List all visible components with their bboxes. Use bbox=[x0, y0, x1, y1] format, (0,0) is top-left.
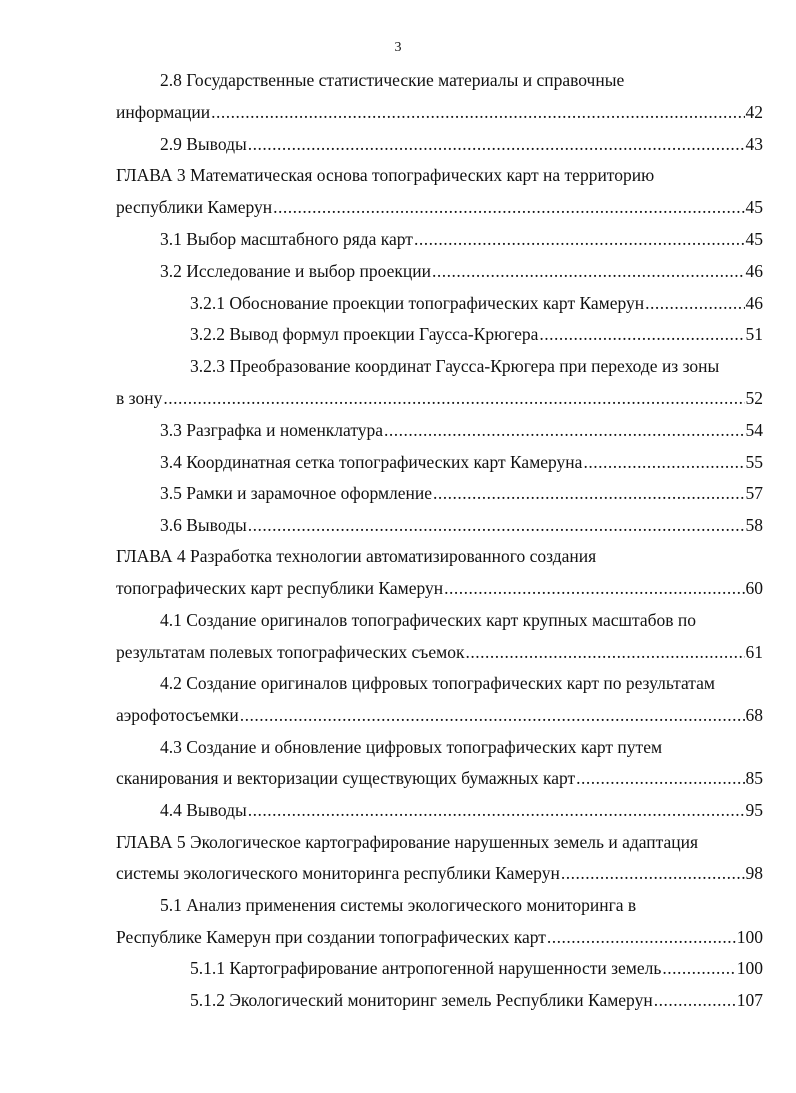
toc-entry-3-3[interactable] bbox=[160, 419, 763, 441]
toc-page-number: 46 bbox=[745, 261, 763, 281]
toc-entry-3-2-3[interactable] bbox=[116, 387, 763, 409]
page-number: 3 bbox=[394, 40, 402, 55]
toc-page-number: 60 bbox=[745, 578, 763, 598]
dot-leader bbox=[248, 799, 745, 821]
toc-page-number: 98 bbox=[745, 863, 763, 883]
dot-leader bbox=[645, 292, 744, 314]
dot-leader bbox=[662, 957, 735, 979]
toc-page-number: 61 bbox=[745, 642, 763, 662]
dot-leader bbox=[576, 767, 744, 789]
toc-chapter-3-heading: ГЛАВА 3 Математическая основа топографических карт на территорию bbox=[116, 165, 655, 185]
toc-entry-4-2[interactable] bbox=[116, 704, 763, 726]
toc-entry-4-1-heading: 4.1 Создание оригиналов топографических карт крупных масштабов по bbox=[160, 610, 697, 630]
toc-entry-4-3-heading: 4.3 Создание и обновление цифровых топографических карт путем bbox=[160, 737, 663, 757]
toc-entry-text: 3.5 Рамки и зарамочное оформление bbox=[160, 483, 433, 503]
toc-page-number: 43 bbox=[745, 134, 763, 154]
toc-entry-5-1[interactable] bbox=[116, 926, 763, 948]
toc-chapter-4[interactable] bbox=[116, 577, 763, 599]
toc-entry-text: 3.2.2 Вывод формул проекции Гаусса-Крюгера bbox=[190, 324, 539, 344]
dot-leader bbox=[211, 101, 744, 123]
toc-page-number: 52 bbox=[745, 388, 763, 408]
dot-leader bbox=[240, 704, 745, 726]
toc-entry-text: аэрофотосъемки bbox=[116, 705, 239, 725]
toc-page-number: 46 bbox=[745, 293, 763, 313]
toc-page-number: 107 bbox=[736, 990, 763, 1010]
toc-entry-text: 4.4 Выводы bbox=[160, 800, 247, 820]
toc-chapter-4-heading: ГЛАВА 4 Разработка технологии автоматизированного создания bbox=[116, 546, 597, 566]
toc-entry-text: 3.4 Координатная сетка топографических карт Камеруна bbox=[160, 452, 583, 472]
toc-entry-4-4[interactable] bbox=[160, 799, 763, 821]
toc-entry-3-2[interactable] bbox=[160, 260, 763, 282]
toc-entry-text: 3.3 Разграфка и номенклатура bbox=[160, 420, 384, 440]
dot-leader bbox=[444, 577, 744, 599]
dot-leader bbox=[583, 451, 744, 473]
dot-leader bbox=[465, 641, 744, 663]
toc-entry-text: 3.1 Выбор масштабного ряда карт bbox=[160, 229, 413, 249]
toc-entry-5-1-1[interactable] bbox=[190, 957, 763, 979]
toc-page-number: 85 bbox=[745, 768, 763, 788]
toc-page-number: 57 bbox=[745, 483, 763, 503]
toc-entry-2-8-heading: 2.8 Государственные статистические материалы и справочные bbox=[160, 70, 625, 90]
toc-entry-3-4[interactable] bbox=[160, 451, 763, 473]
dot-leader bbox=[248, 133, 745, 155]
dot-leader bbox=[273, 196, 744, 218]
toc-entry-3-6[interactable] bbox=[160, 514, 763, 536]
toc-entry-2-9[interactable] bbox=[160, 133, 763, 155]
dot-leader bbox=[384, 419, 744, 441]
toc-page-number: 68 bbox=[745, 705, 763, 725]
toc-entry-3-1[interactable] bbox=[160, 228, 763, 250]
toc-page-number: 100 bbox=[736, 927, 763, 947]
toc-entry-4-3[interactable] bbox=[116, 767, 763, 789]
toc-entry-3-5[interactable] bbox=[160, 482, 763, 504]
toc-entry-text: топографических карт республики Камерун bbox=[116, 578, 444, 598]
dot-leader bbox=[432, 260, 744, 282]
toc-page-number: 45 bbox=[745, 229, 763, 249]
toc-entry-3-2-2[interactable] bbox=[190, 323, 763, 345]
dot-leader bbox=[163, 387, 744, 409]
toc-entry-3-2-3-heading: 3.2.3 Преобразование координат Гаусса-Крюгера при переходе из зоны bbox=[190, 356, 720, 376]
toc-entry-text: системы экологического мониторинга республики Камерун bbox=[116, 863, 560, 883]
dot-leader bbox=[547, 926, 736, 948]
toc-entry-text: 3.2.1 Обоснование проекции топографических карт Камерун bbox=[190, 293, 645, 313]
toc-entry-text: информации bbox=[116, 102, 211, 122]
toc-chapter-5-heading: ГЛАВА 5 Экологическое картографирование нарушенных земель и адаптация bbox=[116, 832, 699, 852]
dot-leader bbox=[248, 514, 745, 536]
toc-entry-2-8[interactable] bbox=[116, 101, 763, 123]
toc-page-number: 45 bbox=[745, 197, 763, 217]
toc-entry-text: 3.6 Выводы bbox=[160, 515, 247, 535]
toc-entry-text: республики Камерун bbox=[116, 197, 273, 217]
dot-leader bbox=[654, 989, 736, 1011]
toc-entry-text: в зону bbox=[116, 388, 163, 408]
dot-leader bbox=[433, 482, 744, 504]
toc-page-number: 58 bbox=[745, 515, 763, 535]
toc-chapter-5[interactable] bbox=[116, 862, 763, 884]
toc-entry-text: результатам полевых топографических съемок bbox=[116, 642, 465, 662]
toc-entry-text: 5.1.2 Экологический мониторинг земель Республики Камерун bbox=[190, 990, 653, 1010]
dot-leader bbox=[539, 323, 744, 345]
toc-page-number: 54 bbox=[745, 420, 763, 440]
toc-entry-text: 5.1.1 Картографирование антропогенной нарушенности земель bbox=[190, 958, 662, 978]
toc-entry-4-2-heading: 4.2 Создание оригиналов цифровых топографических карт по результатам bbox=[160, 673, 716, 693]
dot-leader bbox=[414, 228, 745, 250]
toc-page-number: 55 bbox=[745, 452, 763, 472]
toc-entry-4-1[interactable] bbox=[116, 641, 763, 663]
toc-page-number: 95 bbox=[745, 800, 763, 820]
toc-entry-text: 3.2 Исследование и выбор проекции bbox=[160, 261, 432, 281]
toc-entry-5-1-heading: 5.1 Анализ применения системы экологического мониторинга в bbox=[160, 895, 637, 915]
toc-entry-text: 2.9 Выводы bbox=[160, 134, 247, 154]
toc-entry-text: сканирования и векторизации существующих бумажных карт bbox=[116, 768, 576, 788]
toc-page-number: 42 bbox=[745, 102, 763, 122]
toc-page-number: 100 bbox=[736, 958, 763, 978]
toc-entry-5-1-2[interactable] bbox=[190, 989, 763, 1011]
toc-page-number: 51 bbox=[745, 324, 763, 344]
toc-entry-3-2-1[interactable] bbox=[190, 292, 763, 314]
toc-chapter-3[interactable] bbox=[116, 196, 763, 218]
toc-entry-text: Республике Камерун при создании топографических карт bbox=[116, 927, 546, 947]
dot-leader bbox=[561, 862, 745, 884]
